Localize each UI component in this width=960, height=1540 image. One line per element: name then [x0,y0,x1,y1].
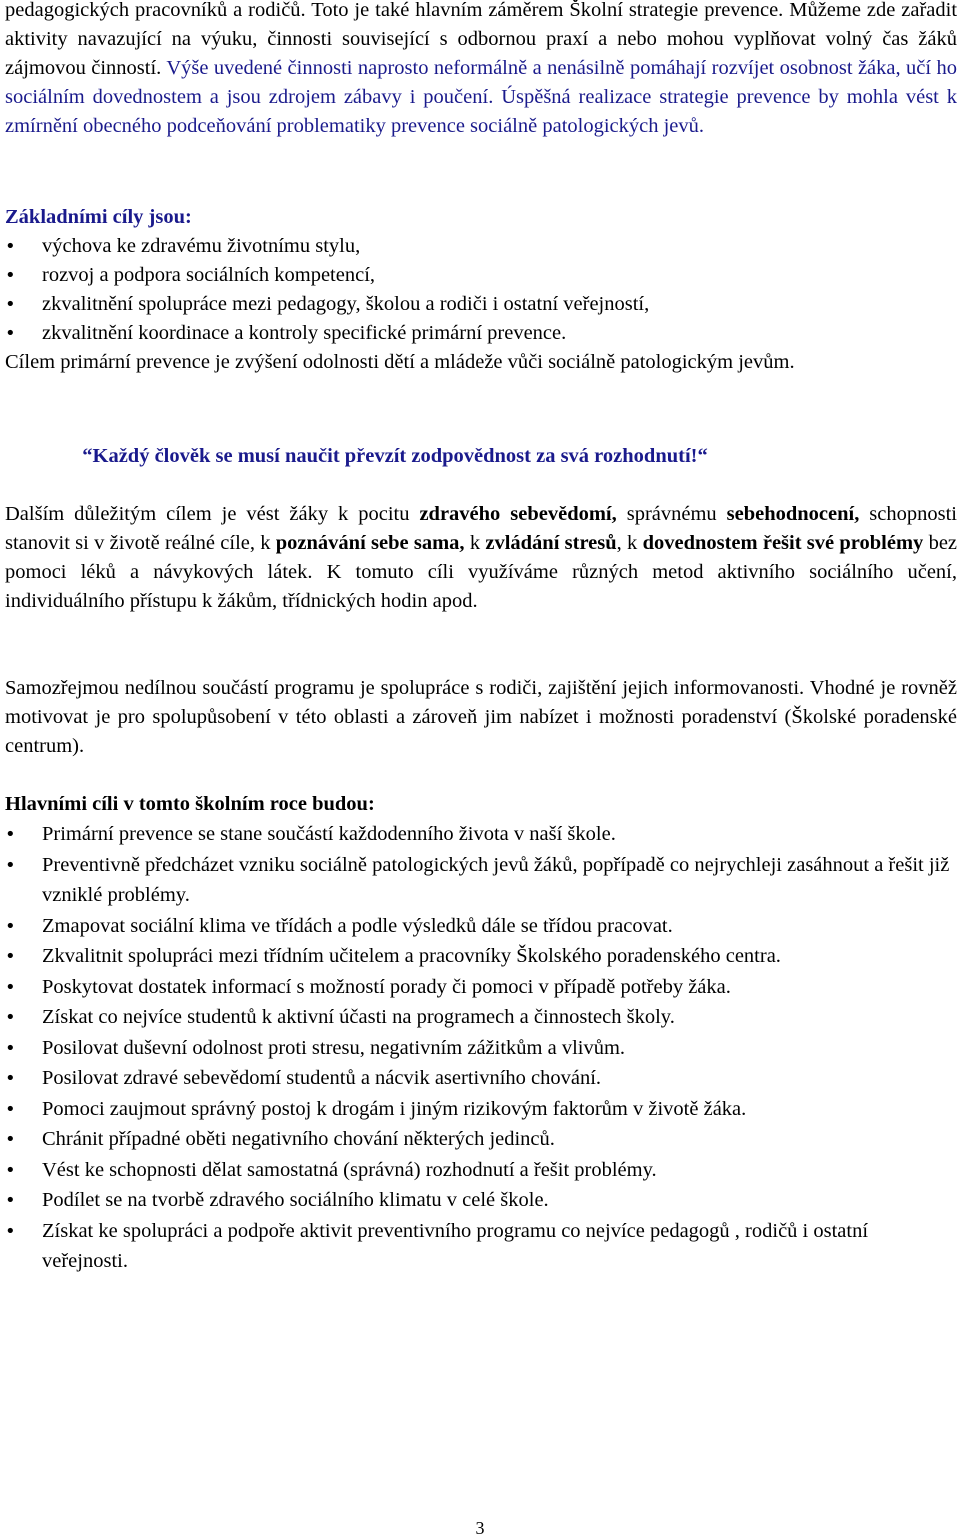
bullet-icon [5,232,25,261]
intro-paragraph [5,0,957,141]
main-goal-item-text: Primární prevence se stane součástí každodenního života v naší škole. [42,823,616,845]
bullet-icon [5,261,25,290]
basic-goals-heading: Základními cíly jsou: [5,206,192,228]
goal-text-6: bez pomoci léků a návykových látek. K tomuto cíli využíváme různých metod aktivního sociálního učení, individuálního přístupu k žákům, třídnických hodin apod. [5,532,958,612]
main-goal-item [5,1063,957,1094]
main-goal-item [5,1185,957,1216]
main-goals-list [5,819,957,1277]
goal-text-2: správnému [616,503,727,525]
main-goal-item [5,1002,957,1033]
main-goal-item-text: Poskytovat dostatek informací s možností porady či pomoci v případě potřeby žáka. [42,975,731,998]
main-goal-item [5,819,957,850]
intro-text-blue: Výše uvedené činnosti naprosto neformálně a nenásilně pomáhají rozvíjet osobnost žáka, učí ho sociálním dovednostem a jsou zdrojem zábavy i poučení. Úspěšná realizace strategie prevence by mohla vést k zmírnění obecného podceňování problematiky prevence sociálně patologických jevů. [5,57,957,137]
bullet-icon [5,1124,25,1156]
main-goal-item [5,1094,957,1125]
main-goal-item-text: Získat ke spolupráci a podpoře aktivit preventivního programu co nejvíce pedagogů , rodičů i ostatní veřejnosti. [42,1219,869,1272]
main-goal-item [5,1124,957,1155]
main-goal-item [5,1155,957,1186]
bullet-icon [5,1002,25,1034]
bullet-icon [5,1185,25,1217]
goal-paragraph [5,500,957,616]
basic-goal-item-text: rozvoj a podpora sociálních kompetencí, [42,264,376,286]
goal-bold-4: zvládání stresů [485,532,617,554]
bullet-icon [5,972,25,1004]
main-goal-item-text: Chránit případné oběti negativního chování některých jedinců. [42,1128,555,1150]
main-goal-item-text: Zkvalitnit spolupráci mezi třídním učitelem a pracovníky Školského poradenského centra. [42,945,781,967]
basic-goal-item-text: zkvalitnění spolupráce mezi pedagogy, školou a rodiči i ostatní veřejností, [42,293,650,315]
main-goal-item [5,1033,957,1064]
page-number: 3 [475,1518,485,1538]
main-goal-item-text: Získat co nejvíce studentů k aktivní účasti na programech a činnostech školy. [42,1006,675,1028]
basic-goal-item-text: zkvalitnění koordinace a kontroly specifické primární prevence. [42,322,567,344]
goal-text-3: schopnosti stanovit si v životě reálné cíle, k [5,503,957,554]
main-goal-item-text: Vést ke schopnosti dělat samostatná (správná) rozhodnutí a řešit problémy. [42,1158,657,1181]
basic-goals-summary-text: Cílem primární prevence je zvýšení odolnosti dětí a mládeže vůči sociálně patologickým jevům. [5,351,795,373]
bullet-icon [5,1094,25,1126]
parents-paragraph [5,674,957,761]
basic-goal-item [5,290,957,319]
basic-goals-section [5,203,957,377]
main-goals-section [5,790,957,1277]
goal-text-5: , k [616,532,643,554]
intro-text: Můžeme zde zařadit aktivity navazující na výuku, činnosti související s odbornou praxí a nebo mohou vyplňovat volný čas žáků zájmovou činností. [5,0,958,79]
bullet-icon [5,290,25,319]
goal-text-4: k [464,532,486,554]
bullet-icon [5,1216,25,1248]
goal-bold-5: dovednostem řešit své problémy [642,532,924,554]
basic-goals-summary [5,348,957,377]
main-goal-item-text: Posilovat zdravé sebevědomí studentů a nácvik asertivního chování. [42,1067,602,1089]
basic-goal-item [5,261,957,290]
basic-goal-item-text: výchova ke zdravému životnímu stylu, [42,235,361,257]
goal-text-1: Dalším důležitým cílem je vést žáky k pocitu [5,503,420,525]
main-goal-item-text: Zmapovat sociální klima ve třídách a podle výsledků dále se třídou pracovat. [42,914,673,937]
bullet-icon [5,1033,25,1065]
main-goal-item-text: Pomoci zaujmout správný postoj k drogám i jiným rizikovým faktorům v životě žáka. [42,1097,747,1120]
motto: “Každý člověk se musí naučit převzít zodpovědnost za svá rozhodnutí!“ [82,445,708,467]
main-goals-heading: Hlavními cíli v tomto školním roce budou: [5,793,375,815]
basic-goals-list [5,232,957,348]
goal-bold-3: poznávání sebe sama, [275,532,465,554]
main-goal-item [5,850,957,911]
main-goal-item [5,1216,957,1277]
bullet-icon [5,819,25,851]
goal-bold-1: zdravého sebevědomí, [419,503,617,525]
main-goal-item [5,972,957,1003]
main-goal-item [5,911,957,942]
bullet-icon [5,319,25,348]
bullet-icon [5,1063,25,1095]
bullet-icon [5,1155,25,1187]
main-goal-item-text: Podílet se na tvorbě zdravého sociálního klimatu v celé škole. [42,1189,549,1211]
main-goal-item [5,941,957,972]
bullet-icon [5,850,25,882]
goal-bold-2: sebehodnocení, [726,503,860,525]
basic-goal-item [5,319,957,348]
basic-goal-item [5,232,957,261]
main-goal-item-text: Preventivně předcházet vzniku sociálně patologických jevů žáků, popřípadě co nejrychleji zasáhnout a řešit již vzniklé problémy. [42,853,950,906]
parents-text: Samozřejmou nedílnou součástí programu je spolupráce s rodiči, zajištění jejich informovanosti. Vhodné je rovněž motivovat je pro spolupůsobení v této oblasti a zároveň jim nabízet i možnosti poradenství (Školské poradenské centrum). [5,677,957,757]
bullet-icon [5,941,25,973]
main-goal-item-text: Posilovat duševní odolnost proti stresu, negativním zážitkům a vlivům. [42,1036,626,1059]
bullet-icon [5,911,25,943]
intro-line-1: pedagogických pracovníků a rodičů. Toto je také hlavním záměrem Školní strategie prevence. [5,0,784,21]
